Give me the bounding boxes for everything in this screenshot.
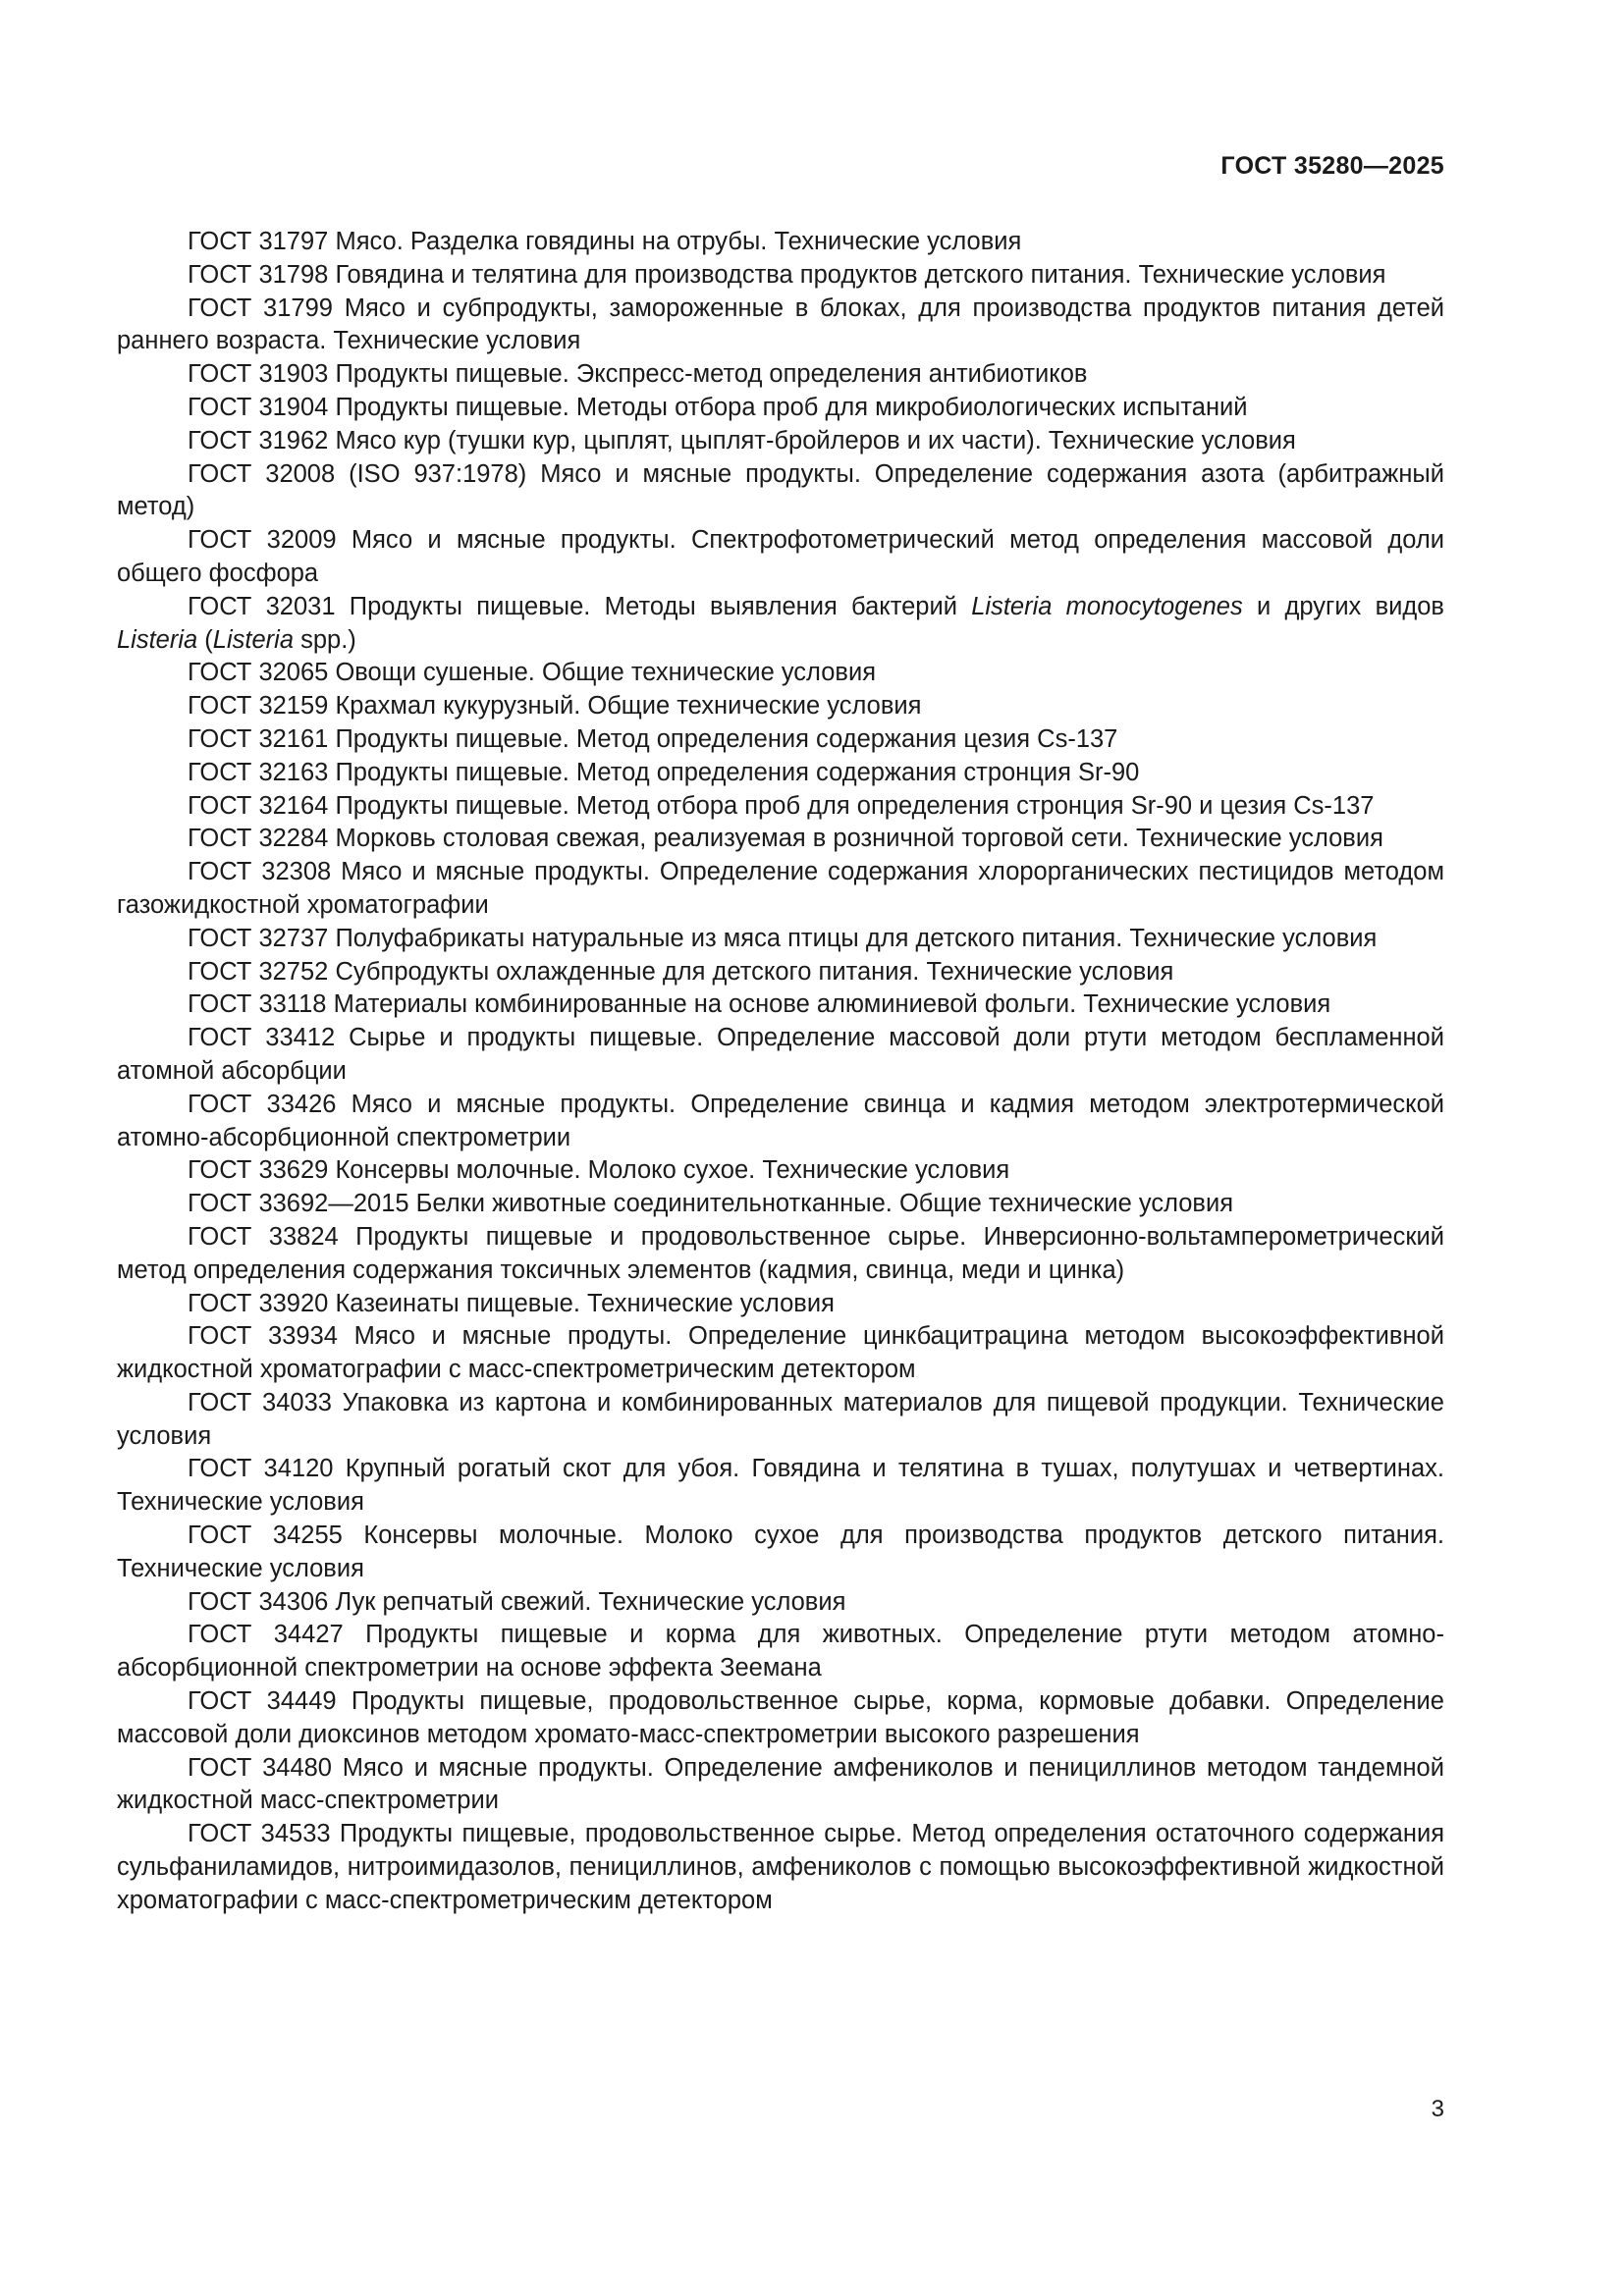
reference-title-italic: Listeria xyxy=(117,625,198,654)
reference-code: ГОСТ 32008 xyxy=(188,459,336,488)
reference-item xyxy=(117,1221,1444,1288)
reference-title: Продукты пищевые. Метод определения содержания цезия Cs-137 xyxy=(335,724,1118,753)
reference-item xyxy=(117,923,1444,956)
reference-code: ГОСТ 33824 xyxy=(188,1222,339,1251)
reference-item xyxy=(117,1387,1444,1454)
page-number: 3 xyxy=(1431,2096,1444,2122)
reference-code: ГОСТ 33934 xyxy=(188,1322,338,1351)
reference-item xyxy=(117,1453,1444,1520)
reference-title: Крупный рогатый скот для убоя. Говядина и телятина в тушах, полутушах и четвертинах. Технические условия xyxy=(117,1455,1445,1517)
reference-title: Продукты пищевые и продовольственное сырье. Инверсионно-вольтамперометрический метод определения содержания токсичных элементов (кадмия, свинца, меди и цинка) xyxy=(117,1222,1444,1284)
reference-item xyxy=(117,790,1444,824)
reference-code: ГОСТ 34480 xyxy=(188,1753,332,1782)
reference-code: ГОСТ 34120 xyxy=(188,1455,334,1483)
reference-title: Продукты пищевые, продовольственное сырье, корма, кормовые добавки. Определение массовой доли диоксинов методом хромато-масс-спектрометрии высокого разрешения xyxy=(117,1687,1444,1748)
reference-title: Мясо и мясные продуты. Определение цинкбацитрацина методом высокоэффективной жидкостной хроматографии с масс-спектрометрическим детектором xyxy=(117,1322,1444,1384)
reference-item xyxy=(117,1320,1444,1387)
reference-title: Консервы молочные. Молоко сухое для производства продуктов детского питания. Технические условия xyxy=(117,1522,1444,1582)
reference-item xyxy=(117,524,1444,591)
reference-title: Белки животные соединительнотканные. Общие технические условия xyxy=(415,1190,1234,1218)
reference-code: ГОСТ 33412 xyxy=(188,1024,336,1052)
reference-code: ГОСТ 34306 xyxy=(188,1587,329,1616)
reference-title: Материалы комбинированные на основе алюминиевой фольги. Технические условия xyxy=(333,990,1331,1019)
reference-code: ГОСТ 31962 xyxy=(188,426,329,454)
reference-title: Мясо и мясные продукты. Определение содержания хлорорганических пестицидов методом газожидкостной хроматографии xyxy=(117,858,1445,919)
reference-code: ГОСТ 31904 xyxy=(188,393,329,421)
reference-code: ГОСТ 33426 xyxy=(188,1090,337,1118)
reference-item xyxy=(117,1154,1444,1188)
reference-item xyxy=(117,1089,1444,1155)
reference-title: spp.) xyxy=(300,625,356,654)
reference-code: ГОСТ 31799 xyxy=(188,294,333,322)
reference-code: ГОСТ 33629 xyxy=(188,1156,329,1185)
reference-item xyxy=(117,1022,1444,1089)
reference-title: Продукты пищевые. Метод определения содержания стронция Sr-90 xyxy=(335,758,1140,786)
reference-item xyxy=(117,226,1444,259)
reference-item xyxy=(117,591,1444,658)
reference-title: Продукты пищевые. Методы выявления бактерий xyxy=(349,592,957,620)
reference-item xyxy=(117,1818,1444,1917)
reference-item xyxy=(117,1188,1444,1221)
reference-item xyxy=(117,988,1444,1022)
reference-item xyxy=(117,1520,1444,1586)
reference-title: Продукты пищевые, продовольственное сырье. Метод определения остаточного содержания сульфаниламидов, нитроимидазолов, пенициллинов, амфениколов с помощью высокоэффективной жидкостной хроматографии с масс-спектрометрическим детектором xyxy=(117,1820,1445,1914)
reference-code: ГОСТ 33118 xyxy=(188,990,327,1019)
reference-code: ГОСТ 33692—2015 xyxy=(188,1190,409,1218)
reference-item xyxy=(117,1288,1444,1321)
reference-code: ГОСТ 32009 xyxy=(188,526,337,555)
reference-code: ГОСТ 32737 xyxy=(188,924,329,952)
reference-code: ГОСТ 32284 xyxy=(188,825,329,853)
reference-title: Продукты пищевые. Методы отбора проб для микробиологических испытаний xyxy=(335,393,1248,421)
reference-item xyxy=(117,956,1444,989)
reference-title-italic: Listeria xyxy=(212,625,294,654)
reference-title: Мясо. Разделка говядины на отрубы. Технические условия xyxy=(335,228,1022,255)
reference-code: ГОСТ 32164 xyxy=(188,791,329,820)
reference-code: ГОСТ 31797 xyxy=(188,228,329,255)
reference-code: ГОСТ 34255 xyxy=(188,1522,343,1550)
reference-code: ГОСТ 33920 xyxy=(188,1289,329,1317)
reference-item xyxy=(117,458,1444,525)
reference-title: Морковь столовая свежая, реализуемая в розничной торговой сети. Технические условия xyxy=(335,825,1383,853)
reference-item xyxy=(117,823,1444,856)
reference-title: Мясо и мясные продукты. Определение амфениколов и пенициллинов методом тандемной жидкостной масс-спектрометрии xyxy=(117,1753,1444,1815)
reference-title: Полуфабрикаты натуральные из мяса птицы для детского питания. Технические условия xyxy=(335,924,1378,952)
reference-item xyxy=(117,1752,1444,1819)
normative-references-list xyxy=(117,226,1444,1918)
reference-item xyxy=(117,856,1444,923)
reference-code: ГОСТ 32308 xyxy=(188,858,332,886)
reference-title: Мясо и субпродукты, замороженные в блоках, для производства продуктов питания детей раннего возраста. Технические условия xyxy=(117,294,1445,355)
reference-code: ГОСТ 32161 xyxy=(188,724,329,753)
reference-title: Говядина и телятина для производства продуктов детского питания. Технические условия xyxy=(335,260,1386,289)
reference-title: Мясо и мясные продукты. Спектрофотометрический метод определения массовой доли общего фосфора xyxy=(117,526,1444,587)
reference-title: Продукты пищевые и корма для животных. Определение ртути методом атомно-абсорбционной спектрометрии на основе эффекта Зеемана xyxy=(117,1621,1444,1682)
document-header: ГОСТ 35280—2025 xyxy=(1220,152,1444,180)
reference-item xyxy=(117,1685,1444,1752)
reference-title: и других видов xyxy=(1256,592,1444,620)
reference-title-italic: Listeria monocytogenes xyxy=(971,592,1243,620)
reference-code: ГОСТ 34449 xyxy=(188,1687,337,1716)
reference-code: ГОСТ 32752 xyxy=(188,957,329,986)
reference-title: Овощи сушеные. Общие технические условия xyxy=(335,659,877,687)
reference-title: Крахмал кукурузный. Общие технические условия xyxy=(335,692,922,721)
reference-code: ГОСТ 32159 xyxy=(188,692,329,721)
reference-item xyxy=(117,358,1444,392)
reference-title: Сырье и продукты пищевые. Определение массовой доли ртути методом беспламенной атомной абсорбции xyxy=(117,1024,1444,1085)
reference-title: Упаковка из картона и комбинированных материалов для пищевой продукции. Технические условия xyxy=(117,1388,1444,1450)
reference-title: Мясо и мясные продукты. Определение свинца и кадмия методом электротермической атомно-абсорбционной спектрометрии xyxy=(117,1090,1444,1151)
reference-item xyxy=(117,425,1444,458)
reference-title: Субпродукты охлажденные для детского питания. Технические условия xyxy=(335,957,1174,986)
reference-title: ( xyxy=(204,625,213,654)
reference-item xyxy=(117,723,1444,757)
reference-title: Продукты пищевые. Метод отбора проб для определения стронция Sr-90 и цезия Cs-137 xyxy=(335,791,1375,820)
reference-code: ГОСТ 34033 xyxy=(188,1388,332,1416)
reference-title: Лук репчатый свежий. Технические условия xyxy=(335,1587,846,1616)
reference-item xyxy=(117,1619,1444,1685)
reference-item xyxy=(117,1586,1444,1620)
reference-item xyxy=(117,757,1444,790)
reference-title: Консервы молочные. Молоко сухое. Технические условия xyxy=(335,1156,1010,1185)
reference-code: ГОСТ 32065 xyxy=(188,659,329,687)
reference-code: ГОСТ 34533 xyxy=(188,1820,331,1848)
reference-code: ГОСТ 34427 xyxy=(188,1621,344,1649)
reference-code: ГОСТ 32031 xyxy=(188,592,336,620)
reference-item xyxy=(117,392,1444,425)
reference-item xyxy=(117,690,1444,723)
reference-title: (ISO 937:1978) Мясо и мясные продукты. Определение содержания азота (арбитражный метод) xyxy=(117,459,1445,521)
reference-title: Мясо кур (тушки кур, цыплят, цыплят-бройлеров и их части). Технические условия xyxy=(335,426,1296,454)
reference-code: ГОСТ 31798 xyxy=(188,260,329,289)
reference-code: ГОСТ 31903 xyxy=(188,360,329,389)
reference-item xyxy=(117,657,1444,690)
reference-code: ГОСТ 32163 xyxy=(188,758,329,786)
reference-title: Продукты пищевые. Экспресс-метод определения антибиотиков xyxy=(335,360,1088,389)
reference-item xyxy=(117,293,1444,359)
reference-title: Казеинаты пищевые. Технические условия xyxy=(335,1289,835,1317)
reference-item xyxy=(117,259,1444,293)
